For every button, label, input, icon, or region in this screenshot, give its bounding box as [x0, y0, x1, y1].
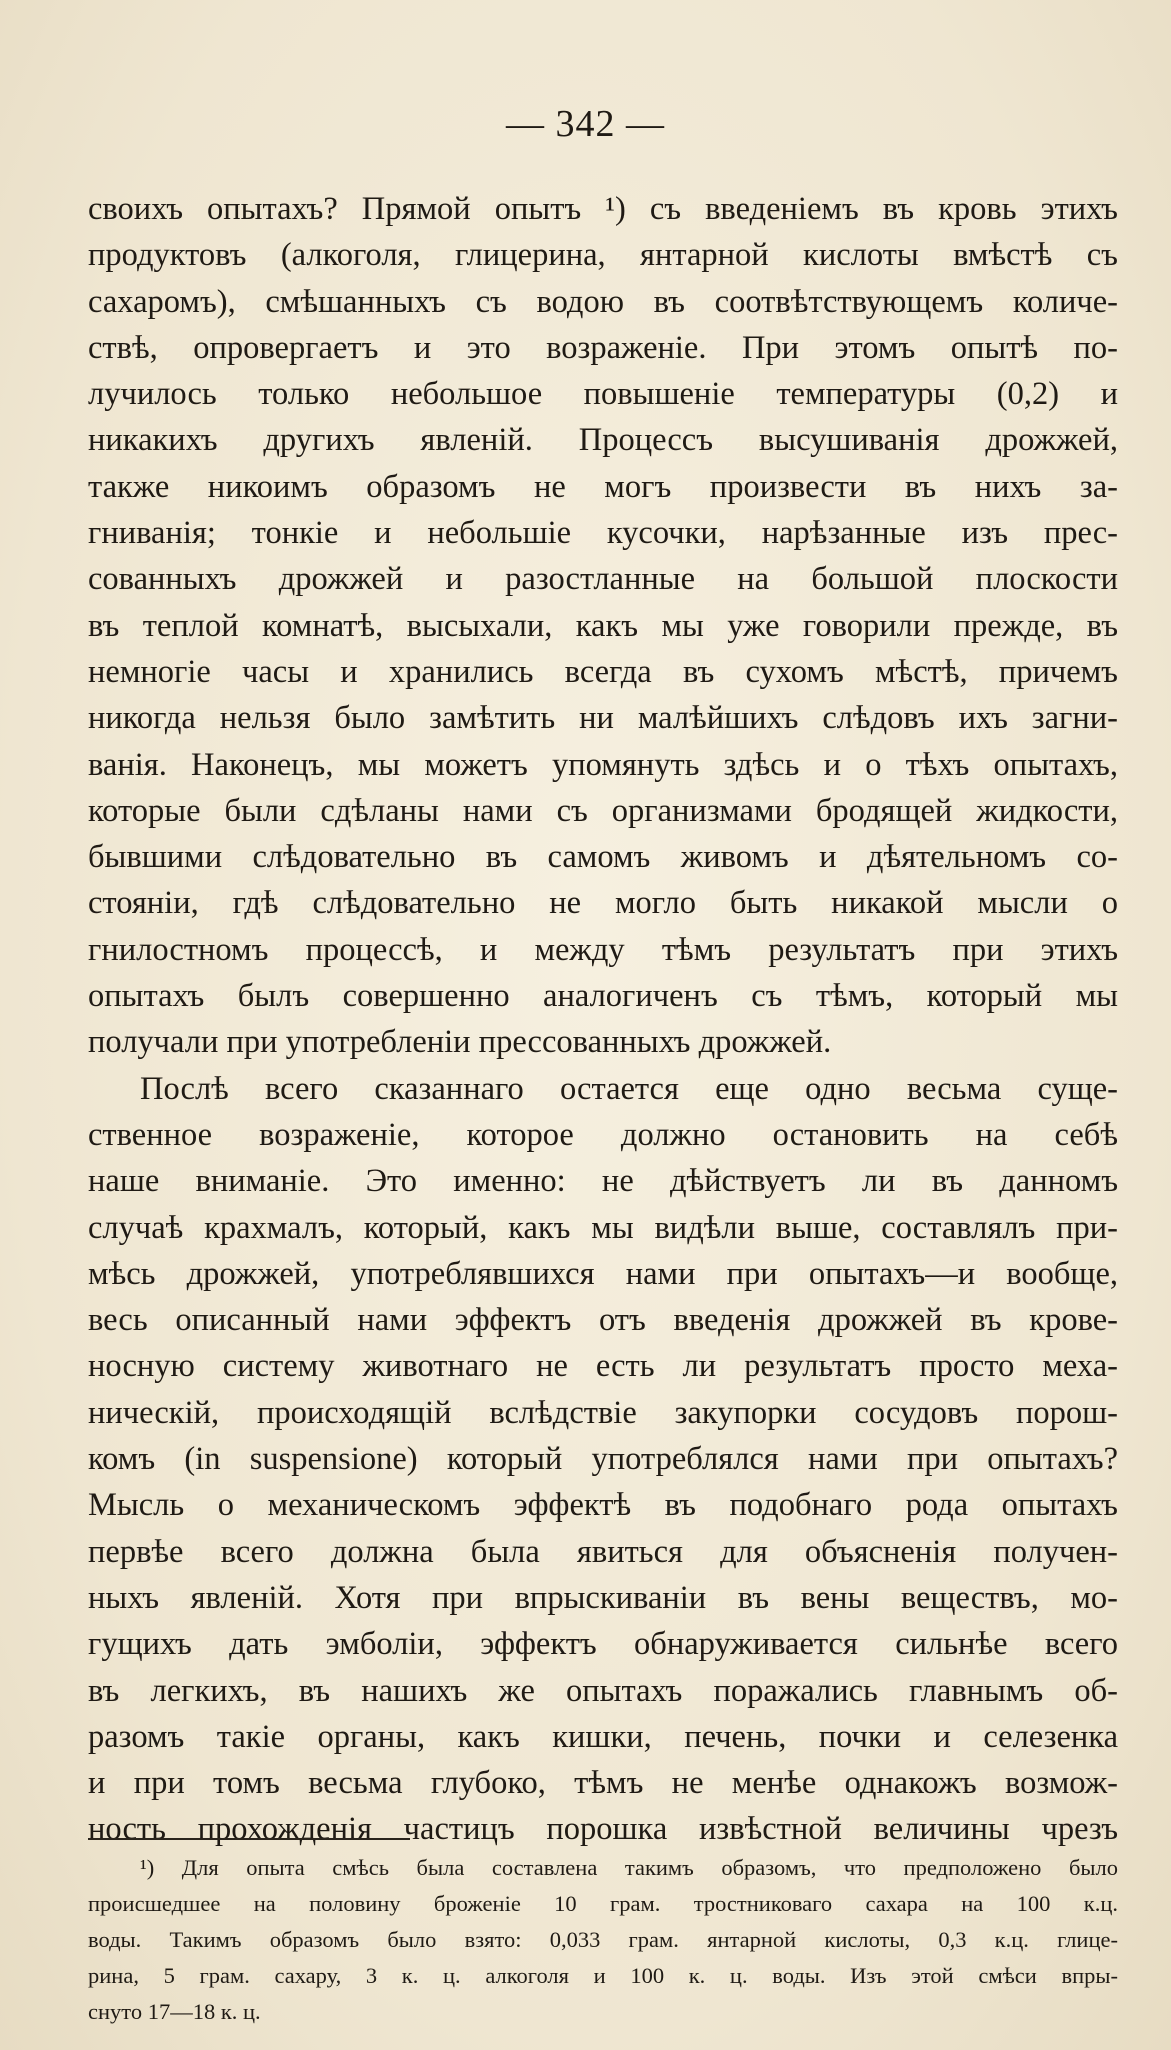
text-line: ствѣ, опровергаетъ и это возраженіе. При этомъ опытѣ по-: [88, 329, 1118, 366]
text-line: бывшими слѣдовательно въ самомъ живомъ и дѣятельномъ со-: [88, 839, 1118, 876]
text-line: наше вниманіе. Это именно: не дѣйствуетъ ли въ данномъ: [88, 1163, 1118, 1200]
text-line: гущихъ дать эмболіи, эффектъ обнаруживается сильнѣе всего: [88, 1626, 1118, 1663]
text-line: мѣсь дрожжей, употреблявшихся нами при опытахъ—и вообще,: [88, 1255, 1118, 1292]
text-line: никогда нельзя было замѣтить ни малѣйшихъ слѣдовъ ихъ загни-: [88, 700, 1118, 737]
text-line: ственное возраженіе, которое должно остановить на себѣ: [88, 1116, 1118, 1153]
text-line: ническій, происходящій вслѣдствіе закупорки сосудовъ порош-: [88, 1394, 1118, 1431]
footnote-block: [88, 1850, 1118, 2030]
page-number: — 342 —: [506, 103, 665, 145]
text-line: лучилось только небольшое повышеніе температуры (0,2) и: [88, 376, 1118, 413]
text-line: весь описанный нами эффектъ отъ введенія дрожжей въ крове-: [88, 1302, 1118, 1339]
text-line: первѣе всего должна была явиться для объясненія получен-: [88, 1533, 1118, 1570]
footnote-divider: [88, 1838, 410, 1840]
text-line: продуктовъ (алкоголя, глицерина, янтарной кислоты вмѣстѣ съ: [88, 237, 1118, 274]
text-line: стояніи, гдѣ слѣдовательно не могло быть никакой мысли о: [88, 885, 1118, 922]
text-line: гнилостномъ процессѣ, и между тѣмъ результатъ при этихъ: [88, 931, 1118, 968]
text-line: опытахъ былъ совершенно аналогиченъ съ тѣмъ, который мы: [88, 978, 1118, 1015]
text-line: сахаромъ), смѣшанныхъ съ водою въ соотвѣтствующемъ количе-: [88, 283, 1118, 320]
footnote-line: ¹) Для опыта смѣсь была составлена такимъ образомъ, что предположено было: [140, 1855, 1118, 1880]
text-line: комъ (in suspensione) который употреблялся нами при опытахъ?: [88, 1441, 1118, 1478]
text-line: своихъ опытахъ? Прямой опытъ ¹) съ введеніемъ въ кровь этихъ: [88, 191, 1118, 227]
footnote-line: рина, 5 грам. сахару, 3 к. ц. алкоголя и 100 к. ц. воды. Изъ этой смѣси впры-: [88, 1963, 1118, 1988]
text-line: носную систему животнаго не есть ли результатъ просто меха-: [88, 1348, 1118, 1385]
text-line: гниванія; тонкіе и небольшіе кусочки, нарѣзанные изъ прес-: [88, 515, 1118, 552]
text-line: въ легкихъ, въ нашихъ же опытахъ поражались главнымъ об-: [88, 1672, 1118, 1709]
text-line: ность прохожденія частицъ порошка извѣстной величины чрезъ: [88, 1811, 1118, 1848]
text-line: сованныхъ дрожжей и разостланные на большой плоскости: [88, 561, 1118, 598]
text-line: получали при употребленіи прессованныхъ дрожжей.: [88, 1024, 832, 1061]
main-text: [88, 186, 1118, 1853]
footnote-line: происшедшее на половину броженіе 10 грам. тростниковаго сахара на 100 к.ц.: [88, 1891, 1118, 1916]
text-line: въ теплой комнатѣ, высыхали, какъ мы уже говорили прежде, въ: [88, 607, 1118, 644]
footnote-line: снуто 17—18 к. ц.: [88, 1999, 261, 2024]
text-line: немногіе часы и хранились всегда въ сухомъ мѣстѣ, причемъ: [88, 653, 1118, 690]
text-line: Мысль о механическомъ эффектѣ въ подобнаго рода опытахъ: [88, 1487, 1118, 1524]
text-line: ныхъ явленій. Хотя при впрыскиваніи въ вены веществъ, мо-: [88, 1579, 1118, 1616]
text-line: разомъ такіе органы, какъ кишки, печень, почки и селезенка: [88, 1718, 1118, 1755]
text-line: Послѣ всего сказаннаго остается еще одно весьма суще-: [140, 1070, 1118, 1107]
text-line: также никоимъ образомъ не могъ произвести въ нихъ за-: [88, 468, 1118, 505]
text-line: которые были сдѣланы нами съ организмами бродящей жидкости,: [88, 792, 1118, 829]
text-line: и при томъ весьма глубоко, тѣмъ не менѣе однакожъ возмож-: [88, 1765, 1118, 1802]
text-line: случаѣ крахмалъ, который, какъ мы видѣли выше, составлялъ при-: [88, 1209, 1118, 1246]
text-line: никакихъ другихъ явленій. Процессъ высушиванія дрожжей,: [88, 422, 1118, 459]
text-line: ванія. Наконецъ, мы можетъ упомянуть здѣсь и о тѣхъ опытахъ,: [88, 746, 1118, 783]
footnote-line: воды. Такимъ образомъ было взято: 0,033 грам. янтарной кислоты, 0,3 к.ц. глице-: [88, 1927, 1118, 1952]
